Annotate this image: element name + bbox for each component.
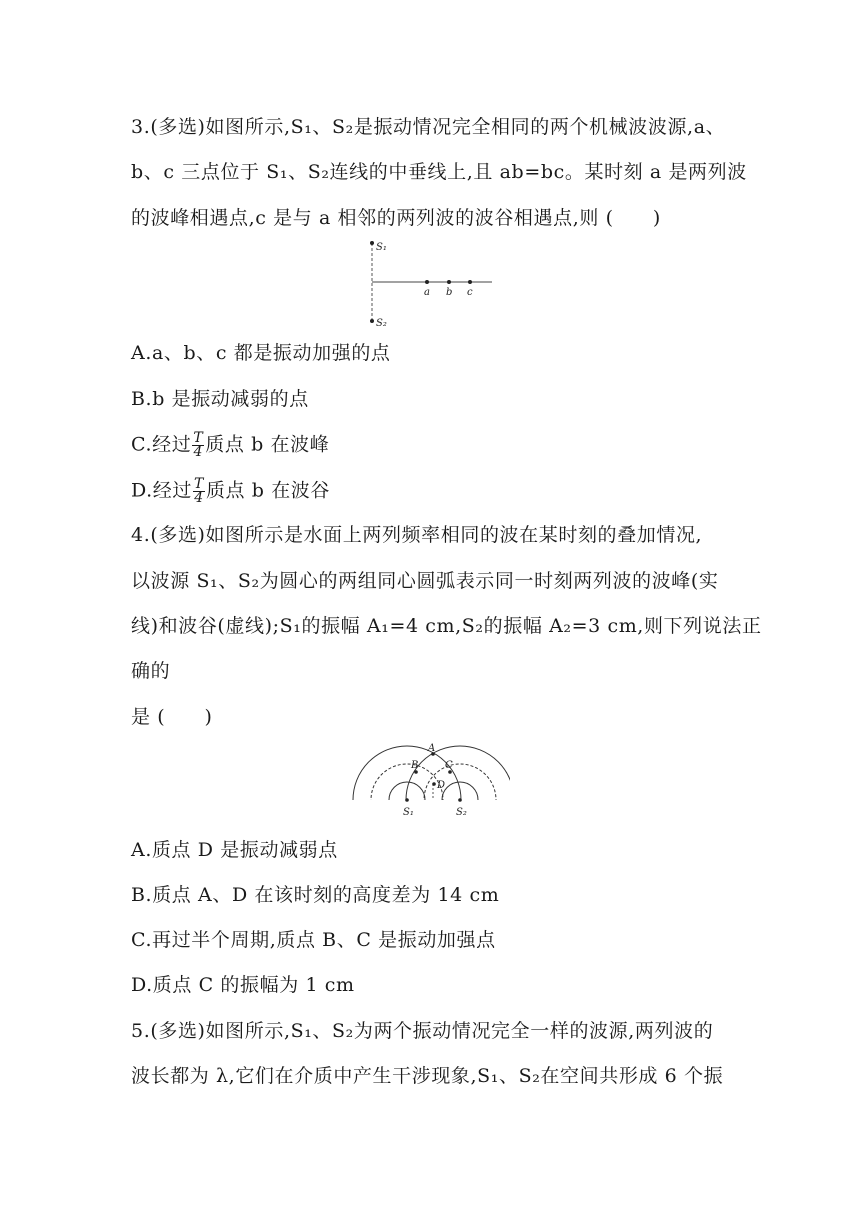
- q3-figure-b-label: b: [446, 287, 453, 298]
- q4-option-a: A.质点 D 是振动减弱点: [131, 839, 338, 861]
- q3-option-d-suffix: 质点 b 在波谷: [205, 479, 330, 502]
- q4-figure-label-c: C: [445, 760, 453, 771]
- q3-figure-s1-dot: [370, 241, 374, 245]
- q3-option-d-prefix: D.经过: [131, 479, 192, 502]
- q3-option-c-fraction: [192, 432, 204, 459]
- q4-line-3: 线)和波谷(虚线);S₁的振幅 A₁=4 cm,S₂的振幅 A₂=3 cm,则下列说法正: [131, 615, 762, 637]
- q4-figure-label-s1: S₁: [403, 807, 414, 818]
- q3-figure-a-dot: [425, 280, 429, 284]
- q3-line-2: b、c 三点位于 S₁、S₂连线的中垂线上,且 ab=bc。某时刻 a 是两列波: [131, 161, 747, 183]
- q3-option-b: B.b 是振动减弱的点: [131, 388, 309, 410]
- q3-figure-s2-label: S₂: [376, 318, 387, 329]
- q4-figure: [350, 738, 510, 820]
- q3-line-3: 的波峰相遇点,c 是与 a 相邻的两列波的波谷相遇点,则 ( ): [131, 207, 661, 229]
- q4-line-2: 以波源 S₁、S₂为圆心的两组同心圆弧表示同一时刻两列波的波峰(实: [131, 570, 719, 592]
- q4-option-d: D.质点 C 的振幅为 1 cm: [131, 974, 355, 996]
- q4-figure-point-d: [432, 782, 436, 786]
- q3-figure-c-label: c: [467, 287, 473, 298]
- q3-option-c-prefix: C.经过: [131, 433, 192, 456]
- fraction-denominator: 4: [194, 490, 204, 506]
- q3-figure-s1-label: S₁: [376, 242, 387, 253]
- q4-line-5: 是 ( ): [131, 706, 213, 728]
- q4-line-1: 4.(多选)如图所示是水面上两列频率相同的波在某时刻的叠加情况,: [131, 524, 703, 546]
- q3-option-c-suffix: 质点 b 在波峰: [205, 433, 330, 456]
- q4-figure-s2-dot: [458, 798, 462, 802]
- q5-line-1: 5.(多选)如图所示,S₁、S₂为两个振动情况完全一样的波源,两列波的: [131, 1020, 714, 1042]
- q4-figure-label-a: A: [428, 743, 436, 754]
- fraction-numerator: T: [194, 476, 204, 492]
- q4-figure-label-b: B: [411, 760, 419, 771]
- fraction-numerator: T: [193, 430, 204, 446]
- q4-figure-s1-dot: [405, 798, 409, 802]
- q3-option-d: [131, 478, 330, 505]
- q4-option-c: C.再过半个周期,质点 B、C 是振动加强点: [131, 929, 496, 951]
- q3-option-a: A.a、b、c 都是振动加强的点: [131, 342, 391, 364]
- q4-option-b: B.质点 A、D 在该时刻的高度差为 14 cm: [131, 884, 500, 906]
- q5-line-2: 波长都为 λ,它们在介质中产生干涉现象,S₁、S₂在空间共形成 6 个振: [131, 1065, 724, 1087]
- q3-figure-a-label: a: [424, 287, 430, 298]
- q3-option-c: [131, 432, 329, 459]
- q3-figure-s2-dot: [370, 319, 374, 323]
- q3-figure-c-dot: [468, 280, 472, 284]
- q3-line-1: 3.(多选)如图所示,S₁、S₂是振动情况完全相同的两个机械波波源,a、: [131, 116, 726, 138]
- q3-option-d-fraction: [193, 478, 205, 505]
- q4-figure-label-d: D: [437, 780, 446, 791]
- q4-line-4: 确的: [131, 660, 171, 682]
- q3-figure-b-dot: [447, 280, 451, 284]
- q4-figure-label-s2: S₂: [456, 807, 467, 818]
- q3-figure: [360, 236, 500, 331]
- fraction-denominator: 4: [193, 444, 204, 460]
